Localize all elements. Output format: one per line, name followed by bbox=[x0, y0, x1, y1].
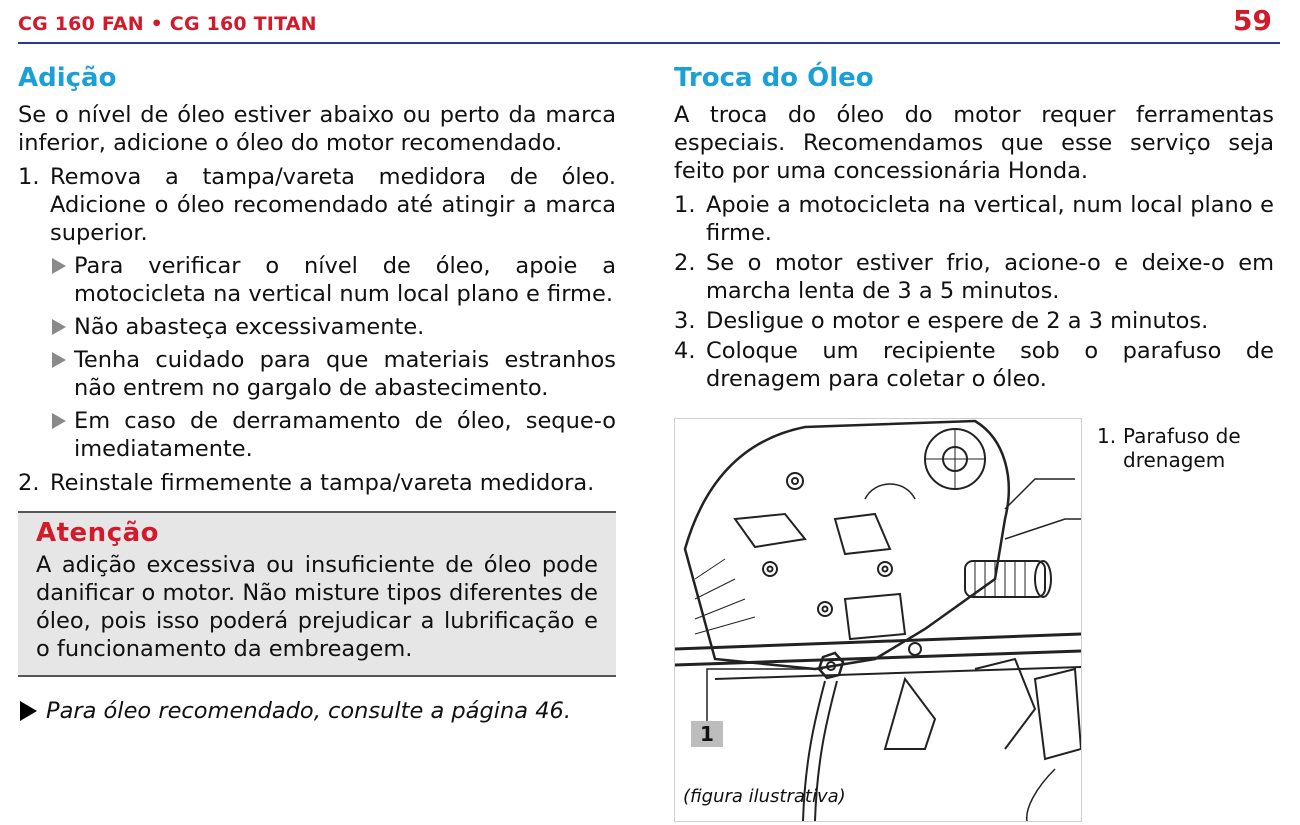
step-number: 3. bbox=[674, 308, 696, 334]
page-number: 59 bbox=[1233, 4, 1272, 37]
attention-title: Atenção bbox=[36, 518, 160, 548]
troca-steps bbox=[674, 191, 1274, 393]
adicao-intro: Se o nível de óleo estiver abaixo ou perto da marca inferior, adicione o óleo do motor recomendado. bbox=[18, 102, 616, 156]
section-heading-adicao: Adição bbox=[18, 63, 117, 93]
header-title: CG 160 FAN • CG 160 TITAN bbox=[18, 13, 317, 35]
sub-item-text: Não abasteça excessivamente. bbox=[74, 314, 425, 340]
sub-item bbox=[50, 407, 616, 463]
troca-intro: A troca do óleo do motor requer ferramentas especiais. Recomendamos que esse serviço seja feito por uma concessionária Honda. bbox=[674, 102, 1274, 184]
step-number: 4. bbox=[674, 338, 696, 364]
triangle-bullet-icon bbox=[20, 701, 37, 721]
reference-note bbox=[18, 697, 616, 725]
attention-box bbox=[18, 511, 616, 677]
sub-item-text: Tenha cuidado para que materiais estranhos não entrem no gargalo de abastecimento. bbox=[74, 347, 616, 401]
right-column bbox=[674, 60, 1274, 393]
section-heading-troca: Troca do Óleo bbox=[674, 63, 874, 93]
step-text: Remova a tampa/vareta medidora de óleo. Adicione o óleo recomendado até atingir a marca superior. bbox=[50, 164, 616, 246]
figure-legend bbox=[1097, 424, 1300, 472]
header-rule bbox=[18, 42, 1280, 44]
list-item bbox=[674, 337, 1274, 393]
engine-illustration bbox=[674, 418, 1082, 822]
legend-number: 1. bbox=[1097, 424, 1117, 448]
sub-item-text: Em caso de derramamento de óleo, seque-o imediatamente. bbox=[74, 408, 616, 462]
sub-item bbox=[50, 346, 616, 402]
attention-text: A adição excessiva ou insuficiente de óleo pode danificar o motor. Não misture tipos diferentes de óleo, pois isso poderá prejudicar a lubrificação e o funcionamento da embreagem. bbox=[36, 552, 598, 662]
step-text: Apoie a motocicleta na vertical, num local plano e firme. bbox=[706, 192, 1274, 246]
list-item bbox=[18, 469, 616, 497]
adicao-steps bbox=[18, 163, 616, 497]
triangle-bullet-icon bbox=[52, 258, 66, 274]
list-item bbox=[674, 249, 1274, 305]
legend-text: Parafuso de drenagem bbox=[1123, 424, 1241, 472]
triangle-bullet-icon bbox=[52, 352, 66, 368]
step-number: 2. bbox=[18, 470, 40, 496]
sub-item bbox=[50, 313, 616, 341]
legend-item bbox=[1097, 424, 1300, 472]
callout-label: 1 bbox=[691, 721, 723, 747]
list-item bbox=[674, 191, 1274, 247]
step-number: 1. bbox=[674, 192, 696, 218]
left-column bbox=[18, 60, 616, 725]
figure-caption: (figura ilustrativa) bbox=[683, 786, 846, 807]
step-text: Se o motor estiver frio, acione-o e deixe-o em marcha lenta de 3 a 5 minutos. bbox=[706, 250, 1274, 304]
step-text: Coloque um recipiente sob o parafuso de drenagem para coletar o óleo. bbox=[706, 338, 1274, 392]
sub-item bbox=[50, 252, 616, 308]
step-text: Desligue o motor e espere de 2 a 3 minutos. bbox=[706, 308, 1209, 334]
list-item bbox=[18, 163, 616, 463]
triangle-bullet-icon bbox=[52, 319, 66, 335]
triangle-bullet-icon bbox=[52, 413, 66, 429]
step-number: 1. bbox=[18, 164, 40, 190]
list-item bbox=[674, 307, 1274, 335]
sub-item-text: Para verificar o nível de óleo, apoie a motocicleta na vertical num local plano e firme. bbox=[74, 253, 616, 307]
step-text: Reinstale firmemente a tampa/vareta medidora. bbox=[50, 470, 595, 496]
engine-drawing bbox=[675, 419, 1081, 821]
reference-note-text: Para óleo recomendado, consulte a página 46. bbox=[46, 698, 571, 724]
step-number: 2. bbox=[674, 250, 696, 276]
